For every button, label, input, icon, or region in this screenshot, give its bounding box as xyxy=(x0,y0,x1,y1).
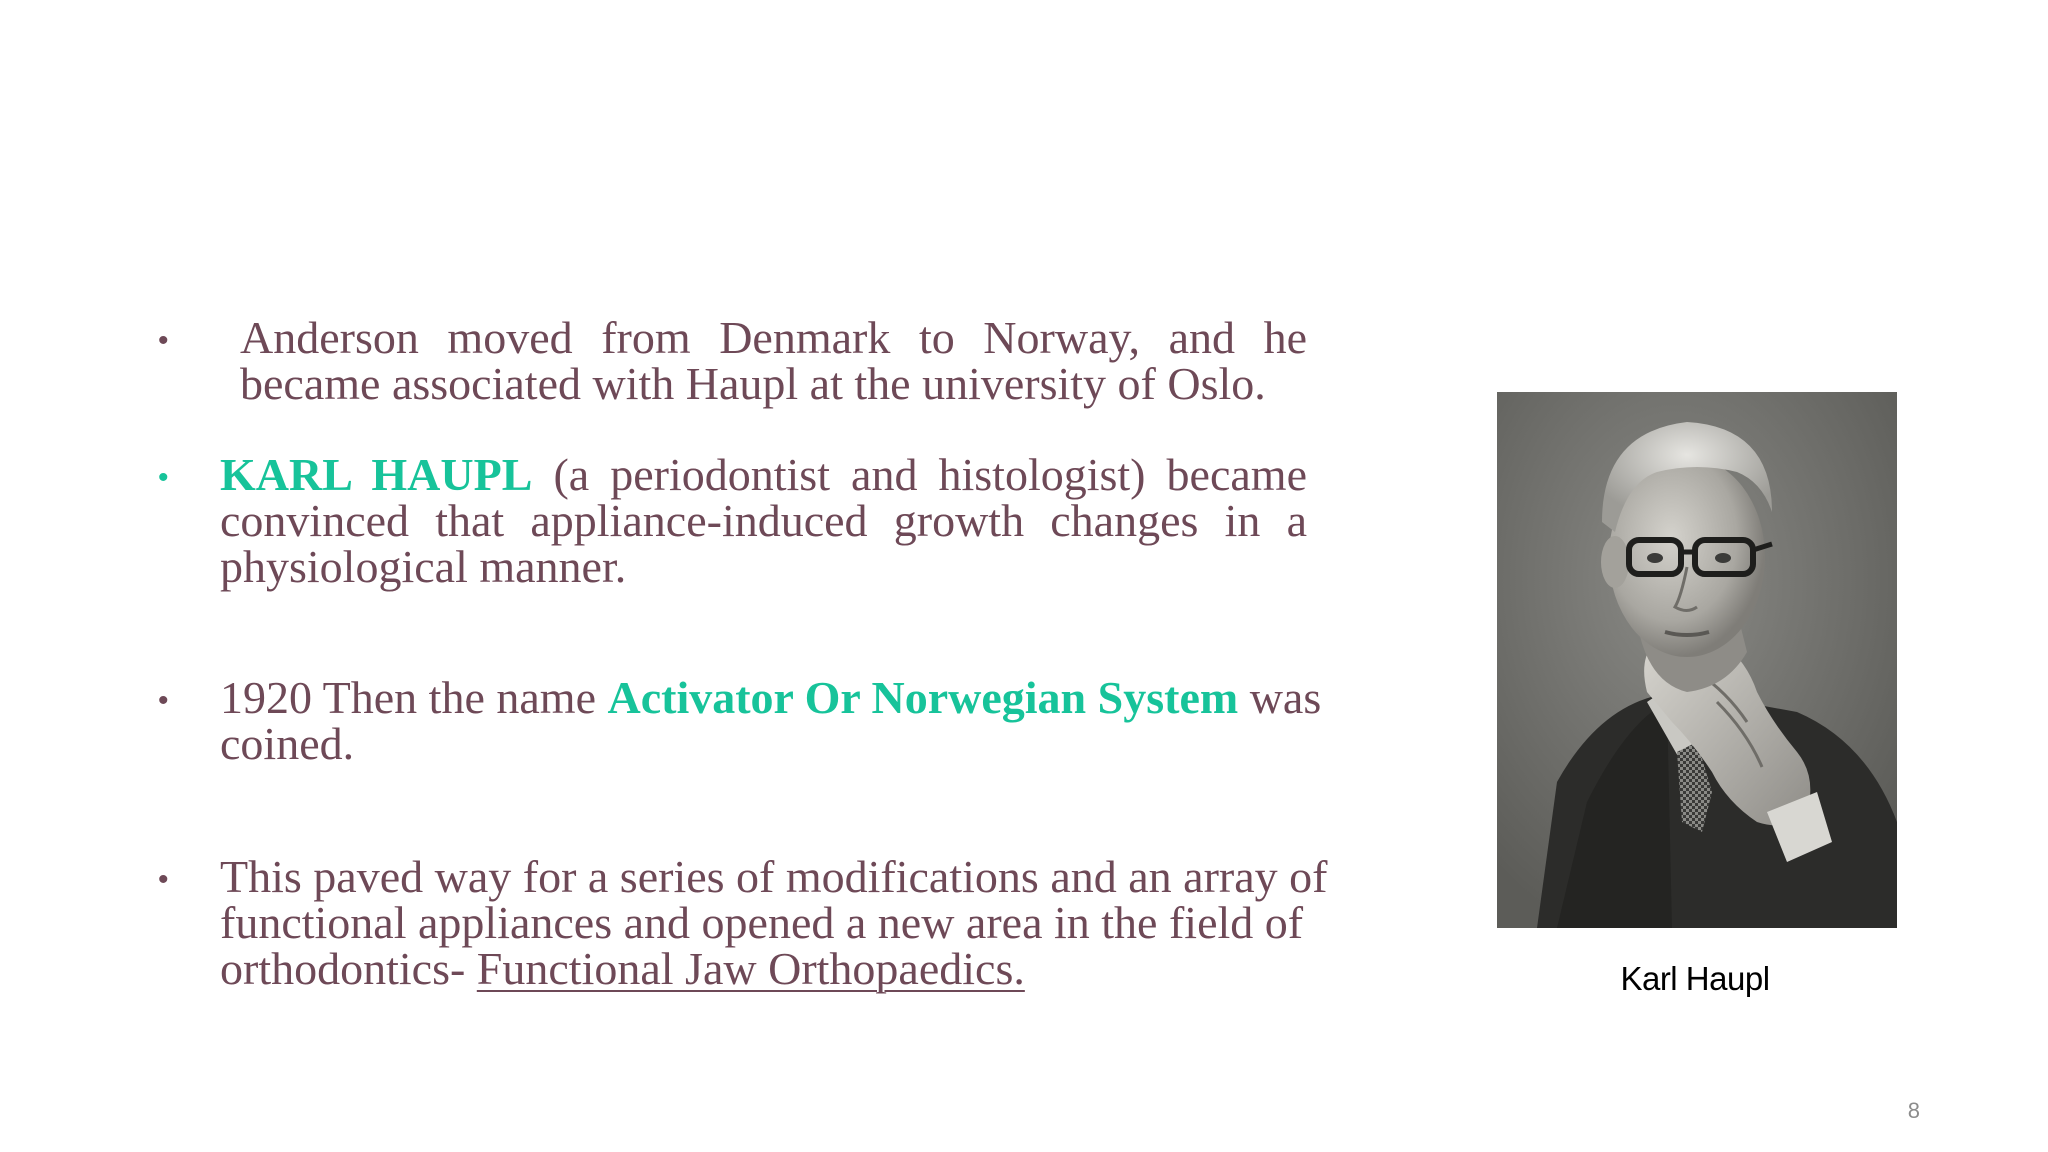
bullet-line: coined. xyxy=(220,718,355,769)
bullet-prefix: orthodontics- xyxy=(220,943,466,994)
page-number: 8 xyxy=(1907,1098,1920,1123)
bullet-line: physiological manner. xyxy=(220,541,627,592)
bullet-line: convinced that appliance-induced growth changes in a xyxy=(220,495,1307,546)
bullet-dot: • xyxy=(158,684,169,717)
bullet-line: became associated with Haupl at the university of Oslo. xyxy=(240,358,1266,409)
bullet-prefix: 1920 Then the name xyxy=(220,672,596,723)
bullet-dot: • xyxy=(158,324,169,357)
highlight-karl-haupl: KARL HAUPL xyxy=(220,449,533,500)
bullet-dot: • xyxy=(158,863,169,896)
portrait-photo-icon xyxy=(1497,392,1897,928)
bullet-suffix: was xyxy=(1249,672,1322,723)
bullet-line xyxy=(220,943,1380,994)
functional-jaw-orthopaedics-link[interactable]: Functional Jaw Orthopaedics. xyxy=(476,943,1025,994)
bullet-line: functional appliances and opened a new area in the field of xyxy=(220,897,1304,948)
bullet-text xyxy=(220,851,1380,994)
bullet-dot: • xyxy=(158,461,169,494)
bullet-line: This paved way for a series of modifications and an array of xyxy=(220,851,1328,902)
bullet-line-rest: (a periodontist and histologist) became xyxy=(553,449,1307,500)
portrait-photo xyxy=(1497,392,1897,928)
photo-caption: Karl Haupl xyxy=(1620,960,1770,997)
highlight-activator: Activator Or Norwegian System xyxy=(607,672,1239,723)
bullet-line: Anderson moved from Denmark to Norway, and he xyxy=(240,312,1307,363)
